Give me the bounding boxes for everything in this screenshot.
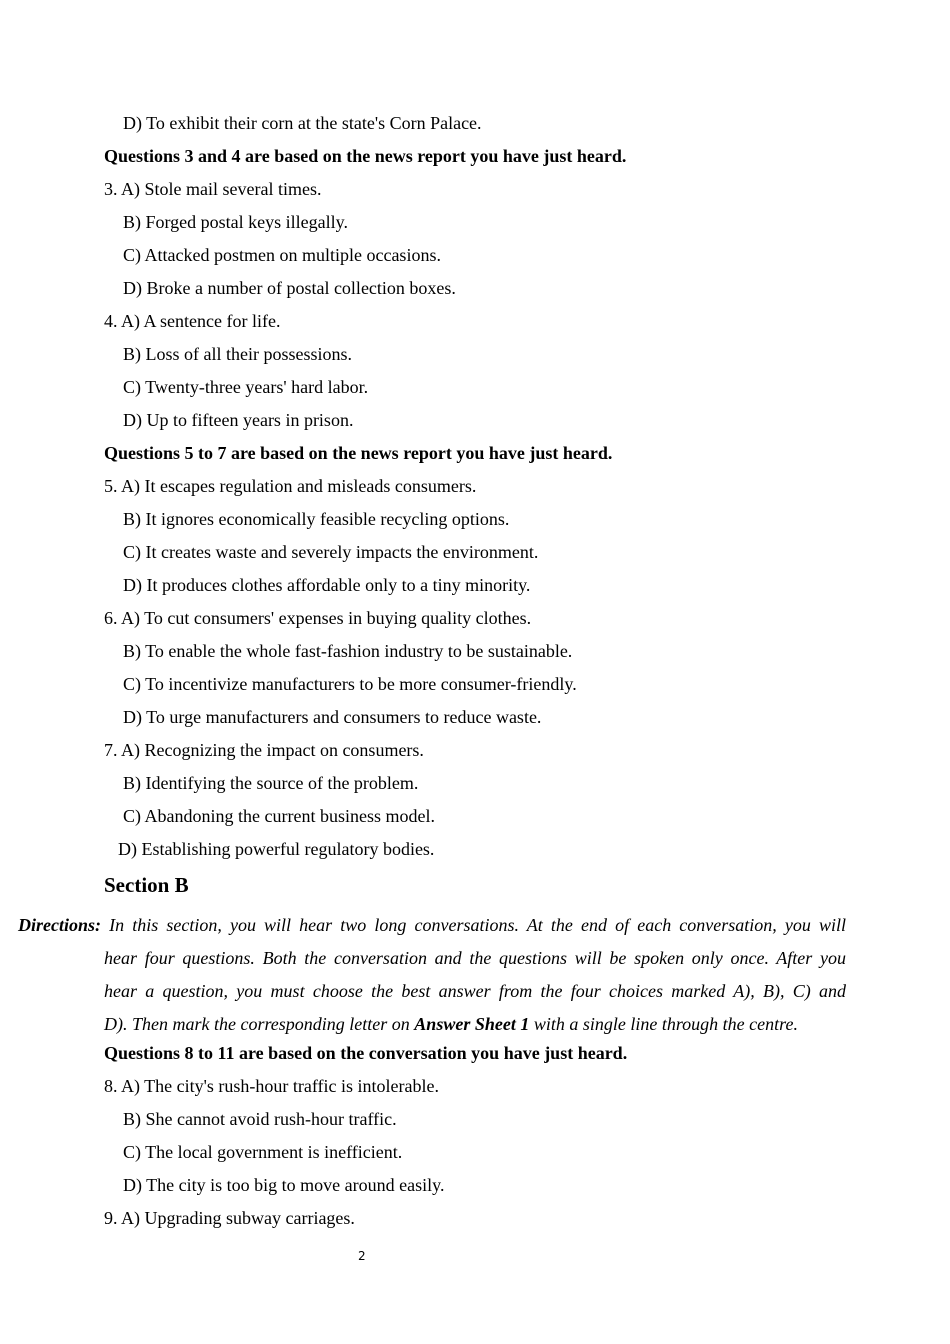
q7-option-b: B) Identifying the source of the problem. <box>123 773 419 793</box>
questions-3-4-heading: Questions 3 and 4 are based on the news report you have just heard. <box>104 146 627 166</box>
q4-option-d: D) Up to fifteen years in prison. <box>123 410 354 430</box>
q3-option-c: C) Attacked postmen on multiple occasions. <box>123 245 441 265</box>
section-b-title: Section B <box>104 873 189 897</box>
q4-option-a: 4. A) A sentence for life. <box>104 311 281 331</box>
directions-label: Directions: <box>18 915 101 935</box>
q7-option-d: D) Establishing powerful regulatory bodies. <box>118 839 435 859</box>
q3-option-a: 3. A) Stole mail several times. <box>104 179 322 199</box>
q7-option-c: C) Abandoning the current business model. <box>123 806 435 826</box>
questions-5-7-heading: Questions 5 to 7 are based on the news report you have just heard. <box>104 443 613 463</box>
directions-line-1 <box>18 909 846 942</box>
q5-option-a: 5. A) It escapes regulation and misleads consumers. <box>104 476 477 496</box>
q5-option-c: C) It creates waste and severely impacts the environment. <box>123 542 539 562</box>
answer-sheet-reference: Answer Sheet 1 <box>414 1014 530 1034</box>
directions-line-3: hear a question, you must choose the best answer from the four choices marked A), B), C) and <box>104 981 846 1001</box>
q6-option-d: D) To urge manufacturers and consumers to reduce waste. <box>123 707 542 727</box>
q5-option-d: D) It produces clothes affordable only to a tiny minority. <box>123 575 531 595</box>
questions-8-11-heading: Questions 8 to 11 are based on the conversation you have just heard. <box>104 1043 628 1063</box>
q3-option-b: B) Forged postal keys illegally. <box>123 212 348 232</box>
q6-option-a: 6. A) To cut consumers' expenses in buying quality clothes. <box>104 608 532 628</box>
directions-text-4b: with a single line through the centre. <box>533 1014 798 1034</box>
q8-option-b: B) She cannot avoid rush-hour traffic. <box>123 1109 397 1129</box>
q6-option-c: C) To incentivize manufacturers to be more consumer-friendly. <box>123 674 577 694</box>
q8-option-c: C) The local government is inefficient. <box>123 1142 403 1162</box>
page-number: 2 <box>358 1249 366 1263</box>
q6-option-b: B) To enable the whole fast-fashion industry to be sustainable. <box>123 641 573 661</box>
q7-option-a: 7. A) Recognizing the impact on consumers. <box>104 740 424 760</box>
q4-option-b: B) Loss of all their possessions. <box>123 344 352 364</box>
q8-option-a: 8. A) The city's rush-hour traffic is intolerable. <box>104 1076 439 1096</box>
q2-option-d: D) To exhibit their corn at the state's Corn Palace. <box>123 113 482 133</box>
q9-option-a: 9. A) Upgrading subway carriages. <box>104 1208 355 1228</box>
directions-text-4a: D). Then mark the corresponding letter on <box>104 1014 410 1034</box>
directions-text-1: In this section, you will hear two long conversations. At the end of each conversation, you will <box>109 915 847 935</box>
section-b-directions <box>18 909 846 1041</box>
q8-option-d: D) The city is too big to move around easily. <box>123 1175 445 1195</box>
q3-option-d: D) Broke a number of postal collection boxes. <box>123 278 456 298</box>
q4-option-c: C) Twenty-three years' hard labor. <box>123 377 369 397</box>
directions-line-4 <box>18 1008 846 1041</box>
directions-line-2: hear four questions. Both the conversation and the questions will be spoken only once. After you <box>104 948 846 968</box>
q5-option-b: B) It ignores economically feasible recycling options. <box>123 509 510 529</box>
